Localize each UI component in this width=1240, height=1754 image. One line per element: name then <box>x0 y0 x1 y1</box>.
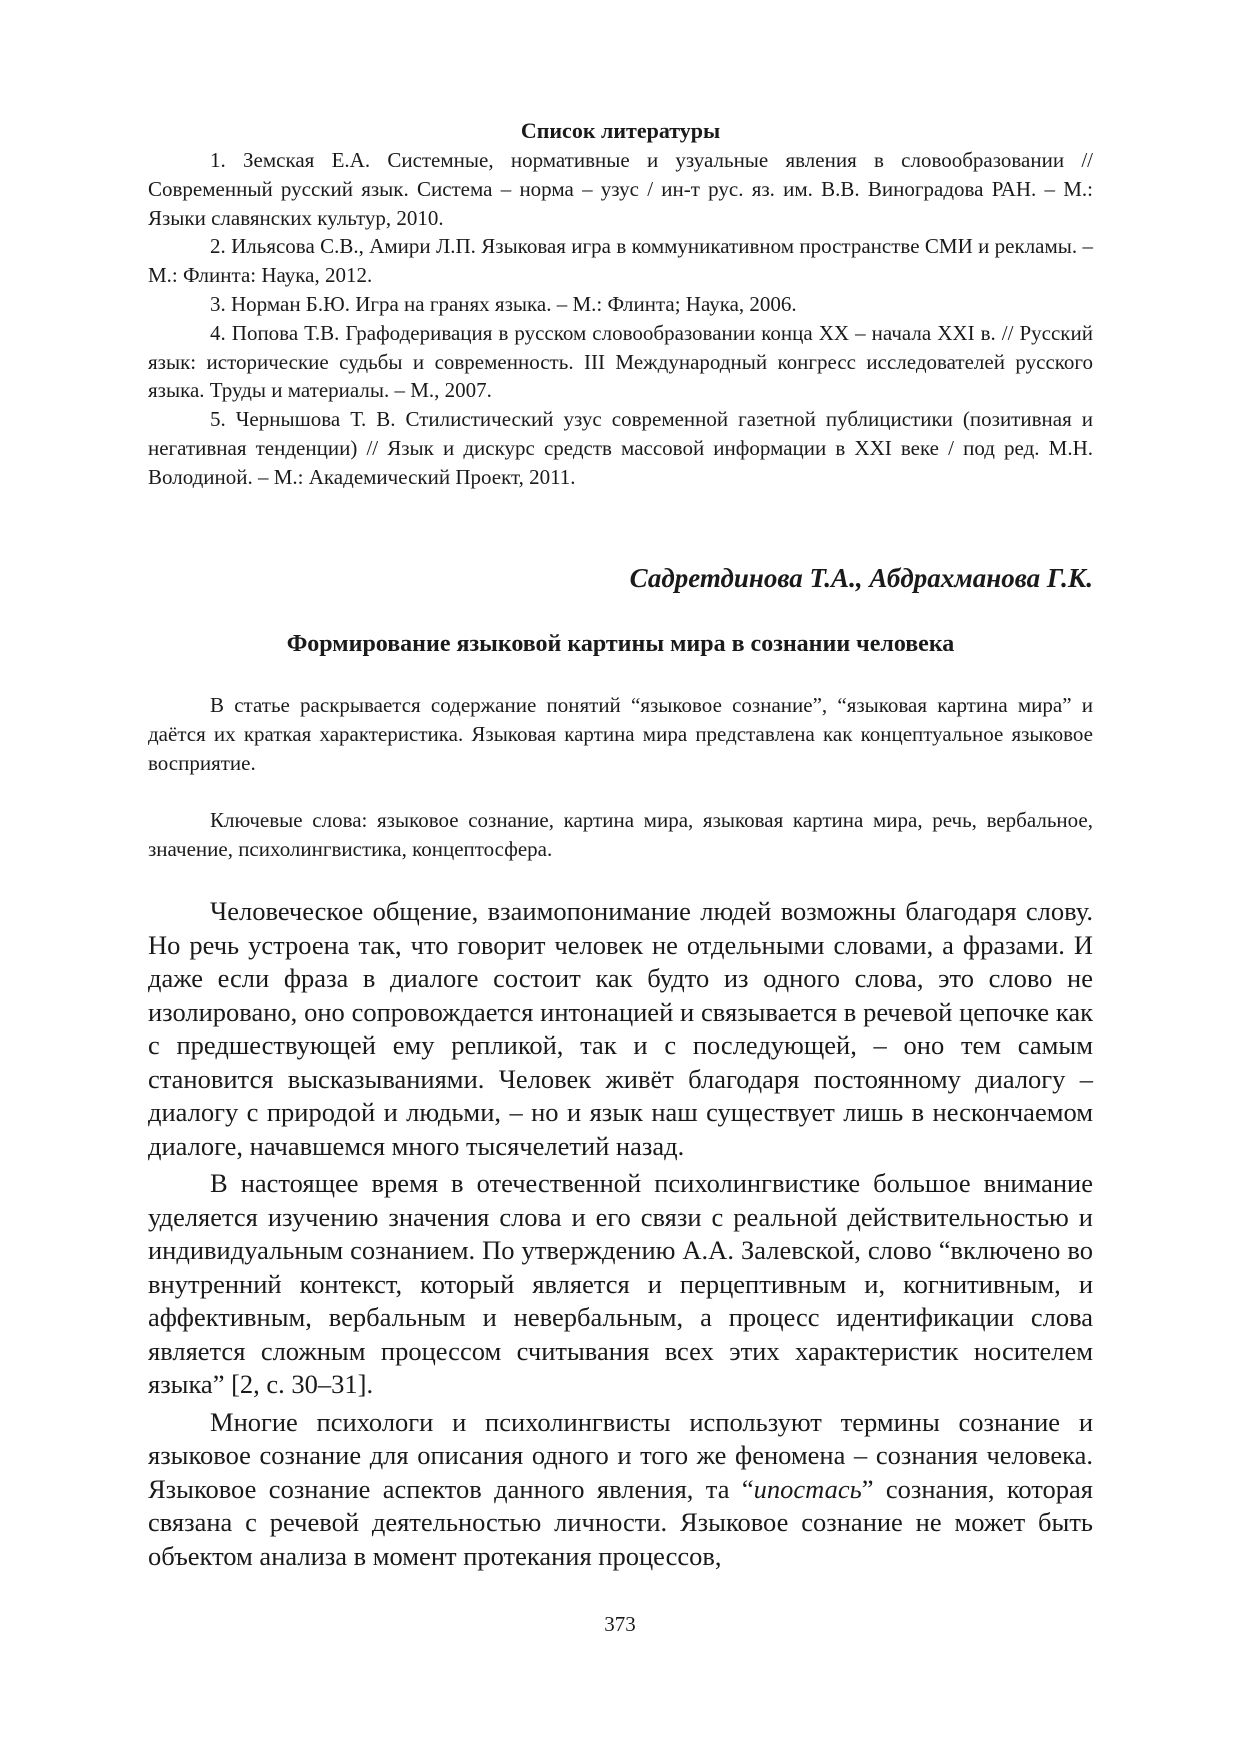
article-authors: Садретдинова Т.А., Абдрахманова Г.К. <box>629 563 1093 593</box>
reference-item: 3. Норман Б.Ю. Игра на гранях языка. – М.: Флинта; Наука, 2006. <box>210 291 797 316</box>
references-title: Список литературы <box>520 118 721 143</box>
article-body <box>148 895 1093 1577</box>
reference-item: 4. Попова Т.В. Графодеривация в русском словообразовании конца XX – начала XXI в. // Русский язык: исторические судьбы и современность. III Международный конгресс исследователей русского языка. Труды и материалы. – М., 2007. <box>148 320 1093 403</box>
article-abstract: В статье раскрывается содержание понятий “языковое сознание”, “языковая картина мира” и даётся их краткая характеристика. Языковая картина мира представлена как концептуальное языковое восприятие. <box>148 693 1093 775</box>
paragraph-text: Многие психологи и психолингвисты используют термины сознание и языковое сознание для описания одного и того же феномена – сознания человека. Языковое сознание аспектов данного явления, та “ <box>148 1406 1093 1504</box>
article-title: Формирование языковой картины мира в сознании человека <box>286 631 955 657</box>
body-paragraph: Человеческое общение, взаимопонимание людей возможны благодаря слову. Но речь устроена так, что говорит человек не отдельными словами, а фразами. И даже если фраза в диалоге состоит как будто из одного слова, это слово не изолировано, оно сопровождается интонацией и связывается в речевой цепочке как с предшествующей ему репликой, так и с последующей, – оно тем самым становится высказываниями. Человек живёт благодаря постоянному диалогу – диалогу с природой и людьми, – но и язык наш существует лишь в нескончаемом диалоге, начавшемся много тысячелетий назад. <box>148 896 1093 1161</box>
paragraph-text: ” сознания, которая связана с речевой деятельностью личности. Языковое сознание не может быть объектом анализа в момент протекания процессов, <box>148 1473 1093 1571</box>
reference-item: 5. Чернышова Т. В. Стилистический узус современной газетной публицистики (позитивная и негативная тенденции) // Язык и дискурс средств массовой информации в XXI веке / под ред. М.Н. Володиной. – М.: Академический Проект, 2011. <box>148 407 1093 489</box>
article-keywords: Ключевые слова: языковое сознание, картина мира, языковая картина мира, речь, вербальное, значение, психолингвистика, концептосфера. <box>148 808 1093 861</box>
body-paragraph <box>148 1406 1093 1574</box>
page-number: 373 <box>604 1612 636 1636</box>
references-section <box>148 116 1093 492</box>
reference-item: 1. Земская Е.А. Системные, нормативные и узуальные явления в словообразовании // Современный русский язык. Система – норма – узус / ин-т рус. яз. им. В.В. Виноградова РАН. – М.: Языки славянских культур, 2010. <box>148 148 1093 230</box>
body-paragraph: В настоящее время в отечественной психолингвистике большое внимание уделяется изучению значения слова и его связи с реальной действительностью и индивидуальным сознанием. По утверждению А.А. Залевской, слово “включено во внутренний контекст, который является и перцептивным и, когнитивным, и аффективным, вербальным и невербальным, а процесс идентификации слова является сложным процессом считывания всех этих характеристик носителем языка” [2, с. 30–31]. <box>148 1168 1093 1399</box>
emphasized-term: ипостась <box>753 1473 862 1504</box>
reference-item: 2. Ильясова С.В., Амири Л.П. Языковая игра в коммуникативном пространстве СМИ и рекламы. – М.: Флинта: Наука, 2012. <box>148 234 1093 288</box>
